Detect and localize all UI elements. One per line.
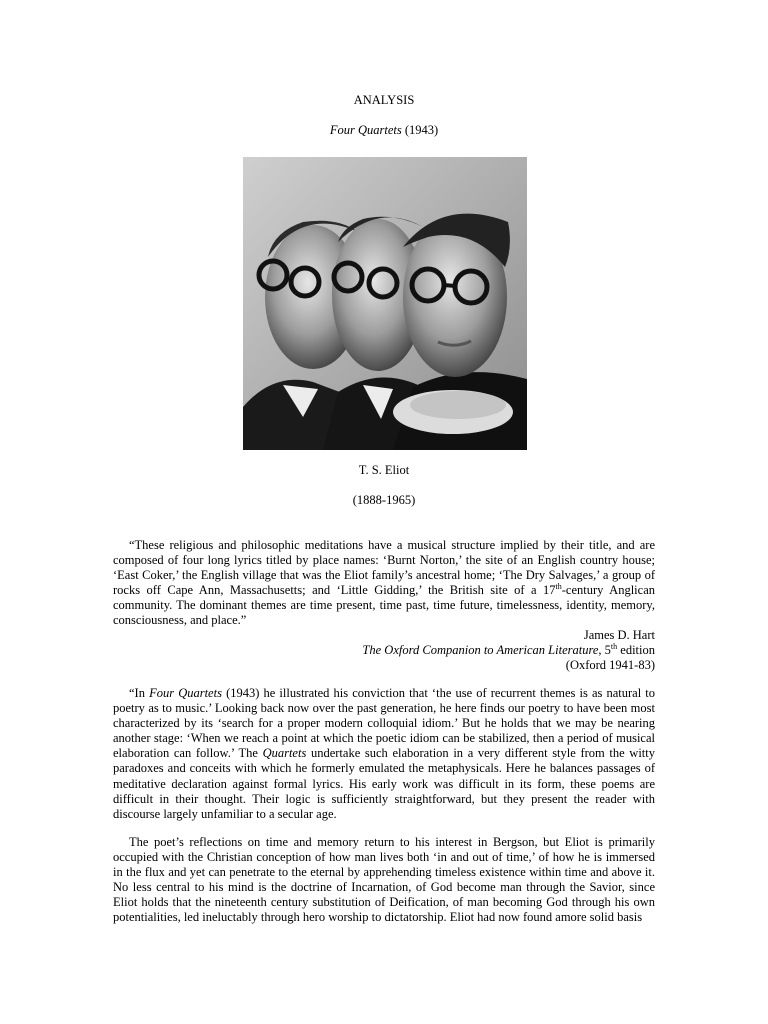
author-name: T. S. Eliot — [358, 463, 410, 477]
portrait-image — [243, 157, 527, 450]
attribution-edition-post: edition — [617, 643, 655, 657]
para2-text-1: “In — [129, 686, 150, 700]
quote-text: “These religious and philosophic meditations have a musical structure implied by their title, and are composed of four long lyrics titled by place names: ‘Burnt Norton,’ the site of an English country house; ‘East Coker,’ the English village that was the Eliot family’s ancestral home; ‘The Dry Salvages,’ a group of rocks off Cape Ann, Massachusetts; and ‘Little Gidding,’ the British site of a 17 — [113, 538, 655, 598]
attribution-author: James D. Hart — [583, 628, 655, 642]
attribution-publisher: (Oxford 1941-83) — [565, 658, 655, 672]
para2-text-3: undertake such elaboration in a very different style from the witty paradoxes and conceits with which he formerly emulated the metaphysicals. Here he balances passages of meditative declaration against formal lyrics. His early work was difficult in its form, these poems are difficult in their thought. Their logic is sufficiently straightforward, but they present the reader with discourse largely unfamiliar to a secular age. — [113, 746, 656, 821]
quote-sup: th — [555, 582, 562, 592]
work-year: (1943) — [401, 123, 439, 137]
work-title-italic: Four Quartets — [329, 123, 402, 137]
para2-text-2: (1943) he illustrated his conviction that ‘the use of recurrent themes is as natural to poetry as to music.’ Looking back now over the past generation, he here finds our poetry to have been most characterized by its ‘search for a proper modern colloquial idiom.’ But he holds that we may be nearing another stage: ‘When we reach a point at which the poetic idiom can be stabilized, then a period of musical elaboration can follow.’ The — [113, 686, 656, 761]
para2-italic-1: Four Quartets — [149, 686, 222, 700]
body-paragraph-2 — [113, 686, 655, 822]
attribution-book — [362, 643, 655, 658]
author-dates: (1888-1965) — [352, 493, 416, 507]
attribution-book-title: The Oxford Companion to American Literature — [362, 643, 599, 657]
quote-text-after: -century Anglican community. The dominant themes are time present, time past, time future, timelessness, identity, memory, consciousness, and place.” — [113, 583, 656, 628]
page-heading: ANALYSIS — [353, 93, 415, 107]
attribution-edition-pre: , 5 — [598, 643, 611, 657]
author-portrait-photo — [243, 157, 527, 450]
body-paragraph-3: The poet’s reflections on time and memory return to his interest in Bergson, but Eliot is primarily occupied with the Christian conception of how man lives both ‘in and out of time,’ of how he is immersed in the flux and yet can penetrate to the eternal by apprehending timeless existence within time and above it. No less central to his mind is the doctrine of Incarnation, of God become man through the Savior, since Eliot holds that the nineteenth century substitution of Deification, of man becoming God through his own potentialities, led ineluctably through hero worship to dictatorship. Eliot had now found amore solid basis — [113, 835, 655, 925]
work-title — [0, 123, 768, 138]
para2-italic-2: Quartets — [262, 746, 307, 761]
quote-paragraph — [113, 538, 655, 629]
attribution-edition-sup: th — [610, 641, 618, 651]
